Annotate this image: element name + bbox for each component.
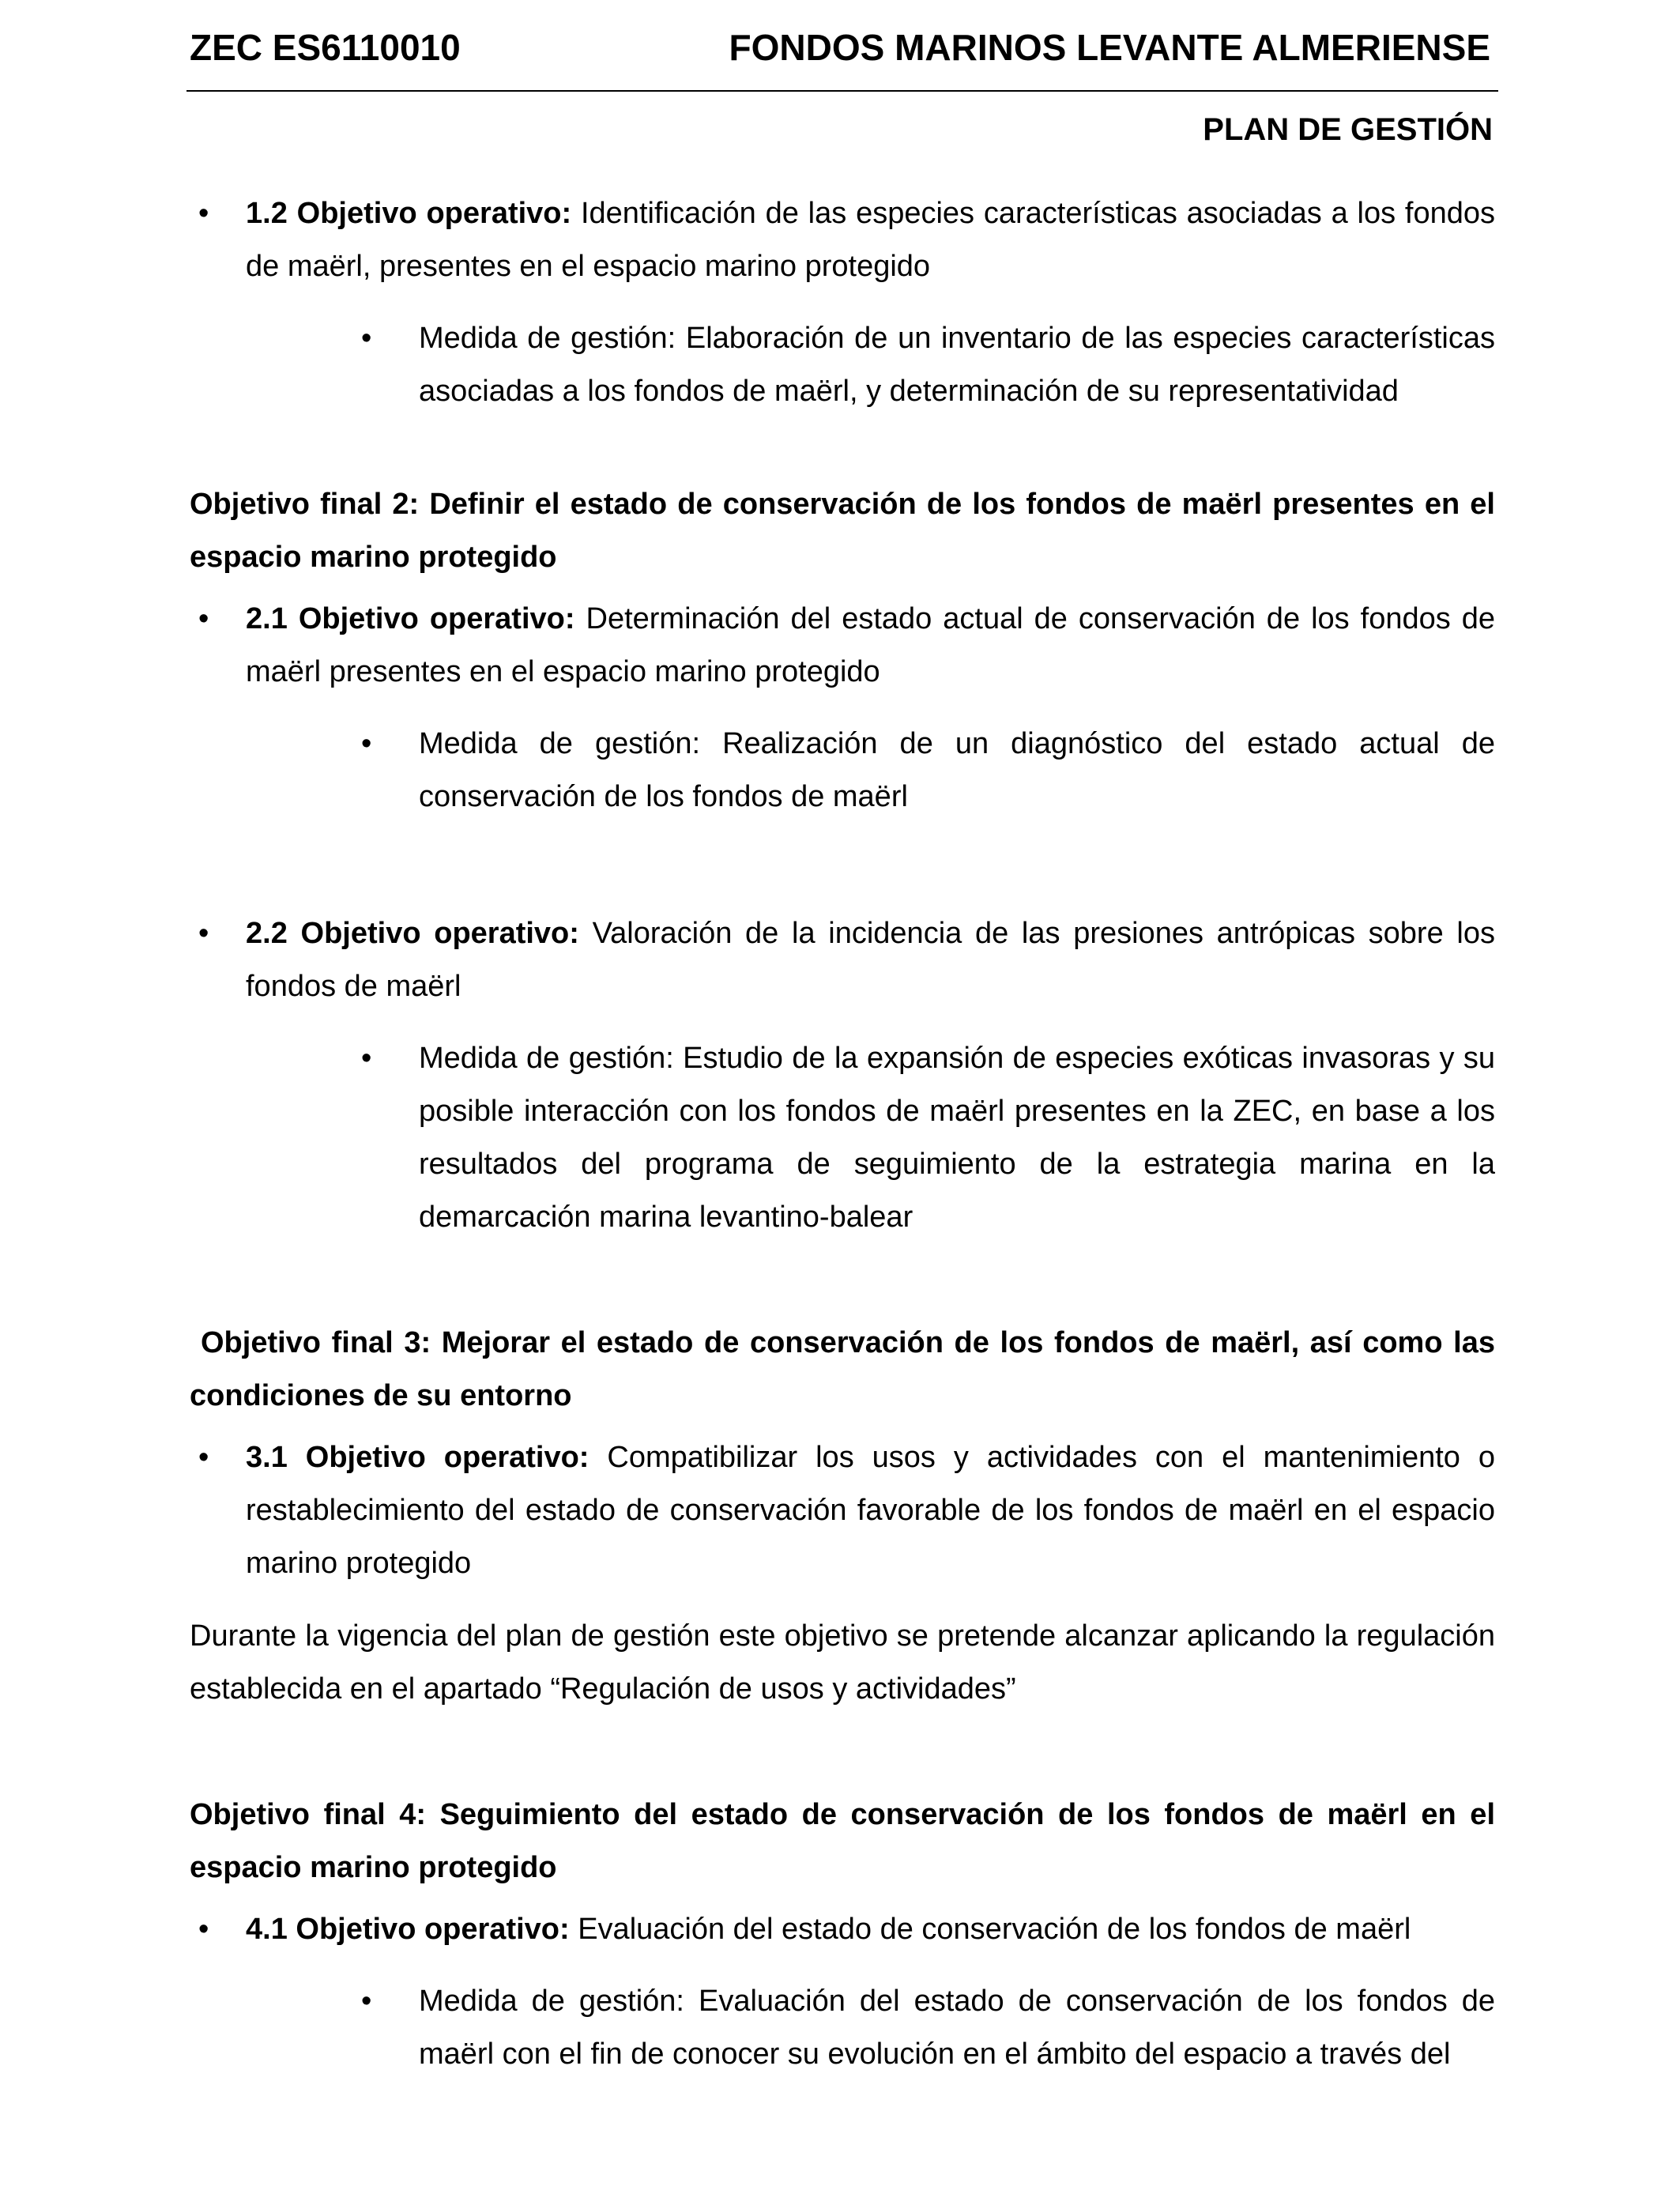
operational-objective-4-1 [190,1903,1495,1956]
bullet-icon: • [361,1042,372,1075]
header-site-name: FONDOS MARINOS LEVANTE ALMERIENSE [729,27,1490,68]
final-objective-3: Objetivo final 3: Mejorar el estado de conservación de los fondos de maërl, así como las condiciones de su entorno [190,1326,1495,1412]
management-measure-2-1 [190,718,1495,824]
measure-text: Medida de gestión: Elaboración de un inventario de las especies características asociadas a los fondos de maërl, y determinación de su representatividad [419,322,1495,408]
management-measure-2-2 [190,1032,1495,1244]
management-measure-4-1 [190,1975,1495,2081]
header-site-code: ZEC ES6110010 [190,27,461,68]
operational-objective-3-1 [190,1431,1495,1590]
objective-label: 2.2 Objetivo operativo: [246,917,579,950]
bullet-icon: • [361,1985,372,2018]
objective-label: 4.1 Objetivo operativo: [246,1913,570,1946]
document-body [190,187,1495,2081]
bullet-icon: • [361,322,372,355]
measure-text: Medida de gestión: Realización de un diagnóstico del estado actual de conservación de los fondos de maërl [419,727,1495,813]
bullet-icon: • [198,602,209,635]
objective-label: 2.1 Objetivo operativo: [246,602,575,635]
objective-text: Evaluación del estado de conservación de los fondos de maërl [569,1913,1411,1946]
final-objective-2: Objetivo final 2: Definir el estado de conservación de los fondos de maërl presentes en el espacio marino protegido [190,488,1495,574]
objective-text: Compatibilizar los usos y actividades con el mantenimiento o restablecimiento del estado de conservación favorable de los fondos de maërl en el espacio marino protegido [246,1441,1495,1580]
operational-objective-2-2 [190,907,1495,1013]
operational-objective-1-2 [190,187,1495,293]
objective-label: 3.1 Objetivo operativo: [246,1441,590,1474]
final-objective-4: Objetivo final 4: Seguimiento del estado de conservación de los fondos de maërl en el espacio marino protegido [190,1798,1495,1884]
objective-label: 1.2 Objetivo operativo: [246,197,572,230]
objective-3-1-paragraph: Durante la vigencia del plan de gestión este objetivo se pretende alcanzar aplicando la regulación establecida en el apartado “Regulación de usos y actividades” [190,1619,1495,1706]
bullet-icon: • [198,197,209,230]
bullet-icon: • [198,917,209,950]
bullet-icon: • [198,1441,209,1474]
bullet-icon: • [361,727,372,760]
management-measure-1-2 [190,312,1495,418]
objective-text: Valoración de la incidencia de las presiones antrópicas sobre los fondos de maërl [246,917,1495,1003]
objective-text: Identificación de las especies características asociadas a los fondos de maërl, presentes en el espacio marino protegido [246,197,1496,283]
operational-objective-2-1 [190,593,1495,699]
objective-text: Determinación del estado actual de conservación de los fondos de maërl presentes en el espacio marino protegido [246,602,1495,688]
header-plan-title: PLAN DE GESTIÓN [1203,112,1493,147]
measure-text: Medida de gestión: Estudio de la expansión de especies exóticas invasoras y su posible interacción con los fondos de maërl presentes en la ZEC, en base a los resultados del programa de seguimiento de la estrategia marina en la demarcación marina levantino-balear [419,1042,1495,1234]
header-divider [186,90,1498,92]
bullet-icon: • [198,1913,209,1946]
measure-text: Medida de gestión: Evaluación del estado de conservación de los fondos de maërl con el fin de conocer su evolución en el ámbito del espacio a través del [419,1985,1495,2071]
